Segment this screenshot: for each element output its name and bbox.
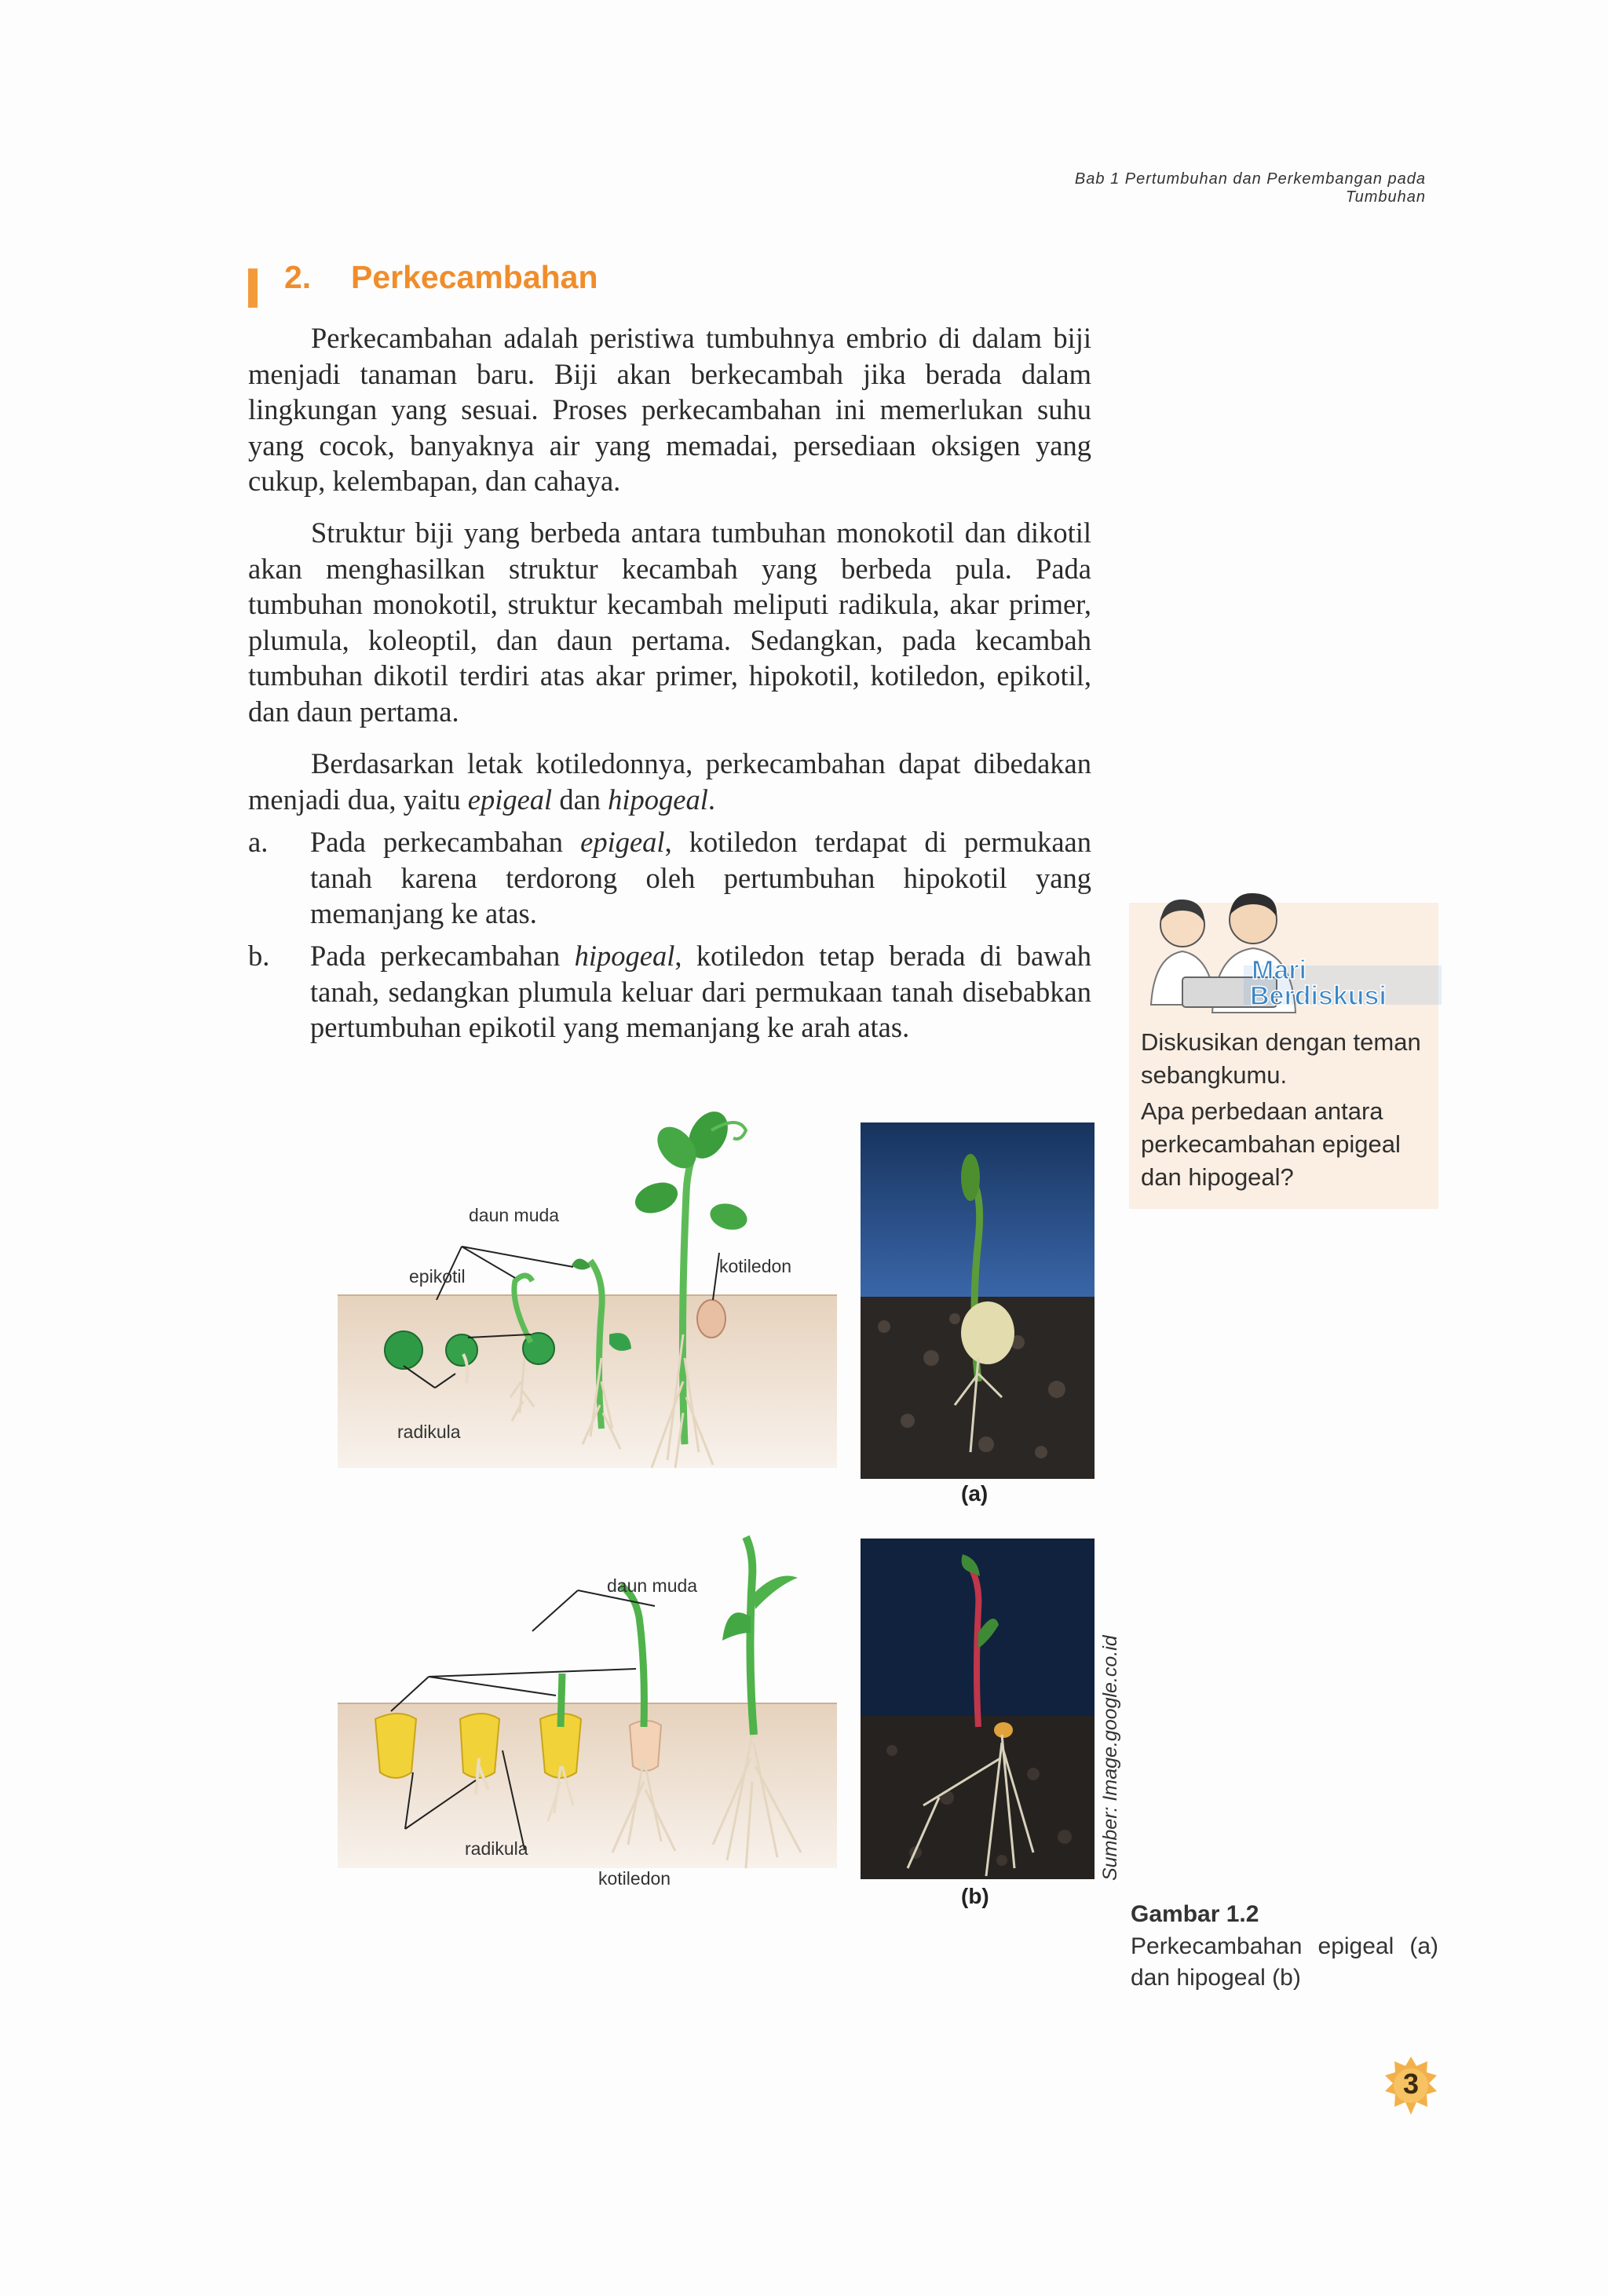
kernel-photo-icon [994,1722,1013,1738]
discussion-illustration [1127,887,1442,1024]
paragraph-3 [248,746,1091,817]
sublabel-b: (b) [961,1884,989,1908]
page-number [1383,2055,1438,2116]
label-kotiledon-b: kotiledon [598,1868,671,1889]
section-number: 2. [284,259,312,295]
running-header: Bab 1 Pertumbuhan dan Perkembangan pada Tumbuhan [1074,170,1426,206]
list-marker: a. [248,826,269,858]
list-text-rest: , kotiledon tetap berada di bawah tanah, sedangkan plumula keluar dari permukaan tanah disebabkan pertumbuhan epikotil yang memanjang ke arah atas. [310,940,1091,1043]
source-credit: Sumber: Image.google.co.id [1099,1635,1121,1881]
banner-mari: Mari [1252,955,1306,985]
discussion-text [1141,1026,1431,1197]
list-term: hipogeal [574,940,675,972]
paragraph-1 [248,320,1091,499]
label-radikula-b: radikula [465,1838,528,1859]
paragraph-3-text: Berdasarkan letak kotiledonnya, perkecambahan dapat dibedakan menjadi dua, yaitu [248,747,1091,816]
paragraph-1-text: Perkecambahan adalah peristiwa tumbuhnya embrio di dalam biji menjadi tanaman baru. Biji akan berkecambah jika berada dalam lingkungan yang sesuai. Proses perkecambahan ini memerlukan suhu yang cocok, banyaknya air yang memadai, persediaan oksigen yang cukup, kelembapan, dan cahaya. [248,322,1091,497]
label-daun-muda-a: daun muda [469,1205,560,1225]
label-epikotil: epikotil [409,1266,466,1287]
cotyledon-icon [697,1300,725,1338]
list-text: Pada perkecambahan [310,940,575,972]
paragraph-3-end: . [707,783,716,816]
sublabel-a: (a) [961,1481,989,1506]
section-title: Perkecambahan [351,259,598,295]
corn-kernel-icon [375,1714,416,1778]
list-item-epigeal [248,824,1091,932]
discussion-line-1: Diskusikan dengan teman sebangkumu. [1141,1028,1421,1089]
hipogeal-seedling-photo [861,1539,1095,1879]
seed-icon [385,1331,422,1369]
paragraph-2 [248,515,1091,729]
label-kotiledon-a: kotiledon [719,1256,792,1276]
section-heading [284,259,598,296]
term-hipogeal: hipogeal [608,783,708,816]
discussion-line-2: Apa perbedaan antara perkecambahan epigeal dan hipogeal? [1141,1097,1401,1191]
page-number-text: 3 [1402,2068,1420,2100]
list-text: Pada perkecambahan [310,826,581,858]
cotyledon-photo-icon [961,1301,1014,1364]
list-marker: b. [248,940,270,972]
list-term: epigeal [580,826,665,858]
hipogeal-diagram [338,1531,837,1884]
list-text-rest: , kotiledon terdapat di permukaan tanah karena terdorong oleh pertumbuhan hipokotil yang memanjang ke atas. [310,826,1092,929]
figure-caption-text: Perkecambahan epigeal (a) dan hipogeal (b) [1131,1933,1438,1991]
label-daun-muda-b: daun muda [607,1575,698,1596]
term-epigeal: epigeal [467,783,553,816]
figure-caption-title: Gambar 1.2 [1131,1901,1259,1927]
section-marker-bar [248,268,258,308]
label-radikula-a: radikula [397,1422,461,1442]
paragraph-3-connector: dan [552,783,608,816]
paragraph-2-text: Struktur biji yang berbeda antara tumbuhan monokotil dan dikotil akan menghasilkan struktur kecambah yang berbeda pula. Pada tumbuhan monokotil, struktur kecambah meliputi radikula, akar primer, plumula, koleoptil, dan daun pertama. Sedangkan, pada kecambah tumbuhan dikotil terdiri atas akar primer, hipokotil, kotiledon, epikotil, dan daun pertama. [248,517,1091,728]
banner-berdiskusi: Berdiskusi [1250,981,1387,1011]
epigeal-seedling-photo [861,1122,1095,1479]
list-item-hipogeal [248,938,1091,1046]
